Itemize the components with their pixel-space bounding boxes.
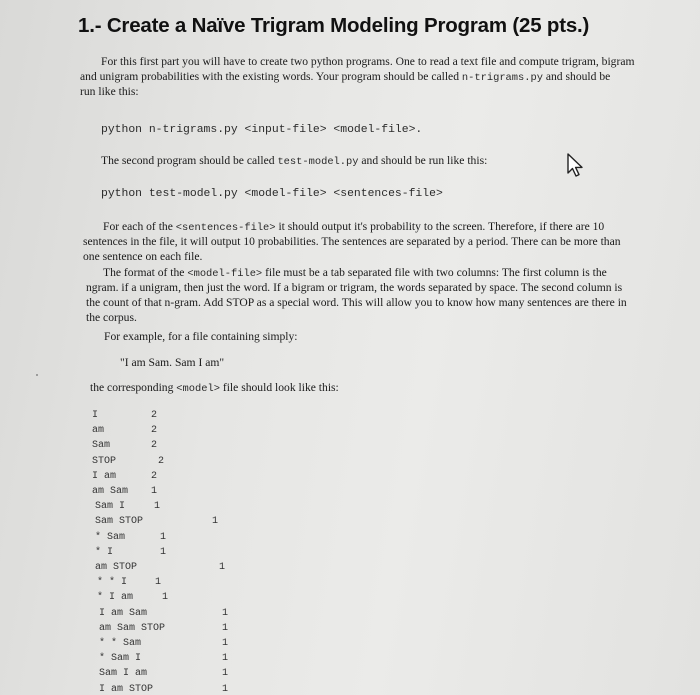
model-row-count: 2 xyxy=(158,455,165,467)
format-line-3: the count of that n-gram. Add STOP as a special word. This will allow you to know how many sentences are there in xyxy=(86,296,627,309)
model-row-ngram: am Sam STOP xyxy=(99,622,166,634)
model-row-ngram: I xyxy=(92,410,99,421)
program-name-test-model: test-model.py xyxy=(277,156,359,168)
corresponding-line xyxy=(90,380,339,397)
model-row-ngram: I am STOP xyxy=(99,683,154,695)
format-text: The format of the xyxy=(103,266,188,279)
intro-line-2-text: and unigram probabilities with the existing words. Your program should be called xyxy=(80,70,462,83)
model-row-count: 2 xyxy=(151,425,158,437)
model-row-count: 2 xyxy=(151,410,158,421)
model-row-ngram: Sam I xyxy=(95,501,126,513)
each-line-2: sentences in the file, it will output 10 probabilities. The sentences are separated by a period. There can be more than xyxy=(83,235,621,248)
intro-line-2 xyxy=(80,69,610,86)
model-row-ngram: am xyxy=(92,425,105,437)
sentences-file-code: <sentences-file> xyxy=(175,222,276,234)
model-row-ngram: * * Sam xyxy=(99,638,142,649)
format-line-2: ngram. if a unigram, then just the word. If a bigram or trigram, the words separated by space. The second column is xyxy=(86,281,623,294)
corresponding-tail: file should look like this: xyxy=(219,381,339,394)
model-row-ngram: * * I xyxy=(97,577,128,589)
each-tail: it should output it's probability to the screen. Therefore, if there are 10 xyxy=(275,220,605,233)
model-row-count: 1 xyxy=(222,683,229,695)
model-row-count: 1 xyxy=(222,668,229,680)
model-row-ngram: * Sam I xyxy=(99,653,142,665)
format-tail: file must be a tab separated file with two columns: The first column is the xyxy=(262,266,607,279)
model-row-count: 1 xyxy=(212,516,219,528)
second-text: The second program should be called xyxy=(101,154,278,167)
model-file-code: <model-file> xyxy=(187,268,263,280)
model-row-ngram: I am xyxy=(92,470,117,482)
model-row-ngram: Sam xyxy=(92,440,111,452)
model-row-count: 1 xyxy=(154,501,161,513)
each-line-3: one sentence on each file. xyxy=(83,250,203,263)
corresponding-text: the corresponding xyxy=(90,381,177,394)
model-row-count: 1 xyxy=(160,546,167,558)
model-code: <model> xyxy=(176,383,220,395)
model-row-count: 1 xyxy=(160,531,167,543)
example-intro: For example, for a file containing simply: xyxy=(104,330,298,343)
intro-line-1: For this first part you will have to create two python programs. One to read a text file and compute trigram, bigram xyxy=(101,55,635,68)
model-row-ngram: I am Sam xyxy=(99,607,148,619)
margin-mark xyxy=(36,374,38,376)
model-row-ngram: STOP xyxy=(92,455,117,467)
model-row-ngram: Sam STOP xyxy=(95,516,144,528)
model-row-count: 1 xyxy=(222,638,229,649)
model-row-ngram: * Sam xyxy=(95,531,126,543)
model-row-ngram: am STOP xyxy=(95,562,138,573)
model-row-count: 1 xyxy=(222,653,229,665)
intro-line-2-tail: and should be xyxy=(542,70,611,83)
program-name-trigrams: n-trigrams.py xyxy=(461,72,543,84)
model-row-count: 1 xyxy=(219,562,226,573)
format-line-4: the corpus. xyxy=(86,311,137,324)
model-row-count: 1 xyxy=(162,592,169,604)
model-row-count: 1 xyxy=(222,607,229,619)
model-row-count: 1 xyxy=(222,622,229,634)
model-row-ngram: Sam I am xyxy=(99,668,148,680)
page-title: 1.- Create a Naïve Trigram Modeling Program (25 pts.) xyxy=(78,14,590,37)
model-row-ngram: am Sam xyxy=(92,486,129,497)
mouse-cursor-icon xyxy=(566,152,586,183)
intro-line-3: run like this: xyxy=(80,85,139,98)
model-row-ngram: * I am xyxy=(97,592,134,604)
model-row-count: 2 xyxy=(151,440,158,452)
model-row-ngram: * I xyxy=(95,546,114,558)
second-program-line xyxy=(101,153,487,170)
model-row-count: 1 xyxy=(151,486,158,497)
command-1: python n-trigrams.py <input-file> <model-file>. xyxy=(101,124,423,136)
command-2: python test-model.py <model-file> <sentences-file> xyxy=(101,188,443,200)
model-row-count: 2 xyxy=(151,470,158,482)
second-tail: and should be run like this: xyxy=(358,154,488,167)
example-quote: "I am Sam. Sam I am" xyxy=(120,356,225,369)
each-text: For each of the xyxy=(103,220,176,233)
model-row-count: 1 xyxy=(155,577,162,589)
